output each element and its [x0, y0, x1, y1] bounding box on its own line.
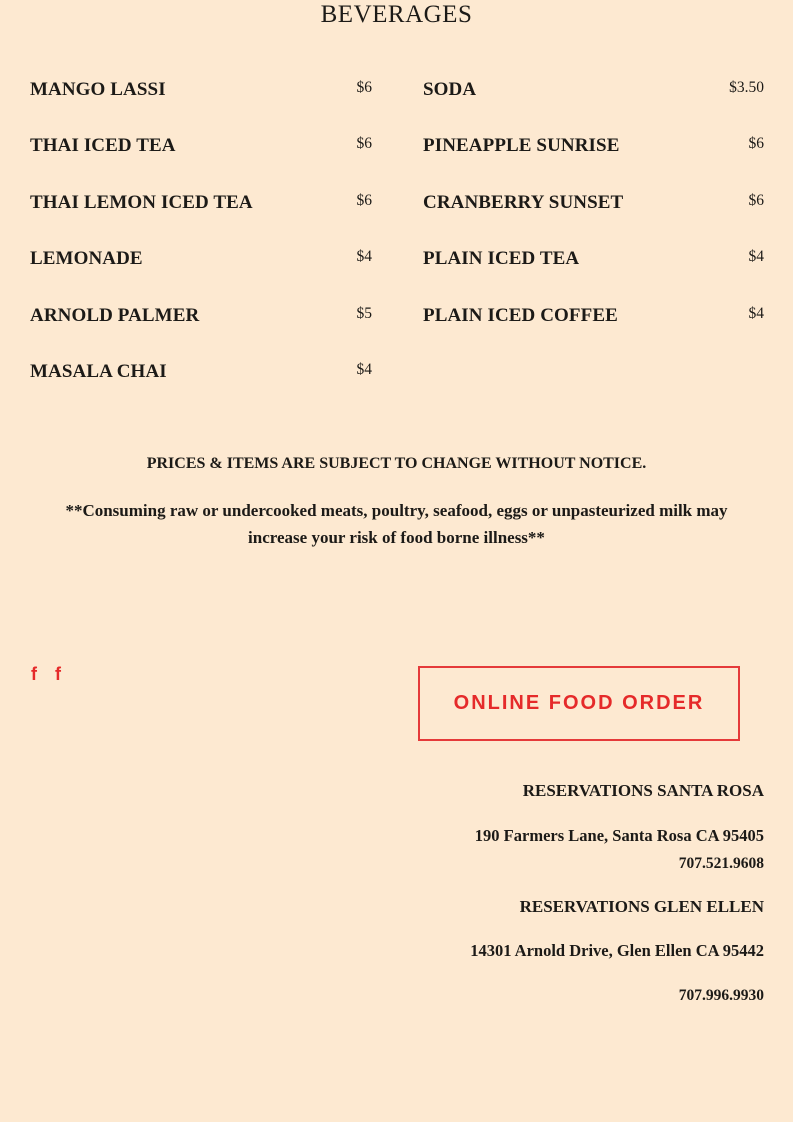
menu-item-price: $6 [748, 191, 764, 209]
menu-item-name: PLAIN ICED COFFEE [423, 304, 618, 326]
menu-item-price: $6 [748, 135, 764, 153]
menu-item-price: $6 [356, 79, 372, 96]
glen-ellen-address: 14301 Arnold Drive, Glen Ellen CA 95442 [470, 941, 764, 960]
menu-item-price: $6 [356, 191, 372, 209]
menu-item [30, 134, 372, 190]
menu-item [423, 134, 764, 190]
menu-column-left [30, 78, 372, 416]
menu-item-name: SODA [423, 79, 477, 100]
menu-item [423, 304, 764, 360]
menu-item [30, 304, 372, 360]
glen-ellen-reservations-heading: RESERVATIONS GLEN ELLEN [519, 897, 764, 916]
menu-item-price: $4 [356, 360, 372, 378]
santa-rosa-phone[interactable]: 707.521.9608 [678, 855, 764, 872]
menu-item [30, 247, 372, 303]
facebook-icon[interactable]: f [31, 664, 37, 684]
menu-item [30, 78, 372, 134]
online-food-order-button[interactable]: ONLINE FOOD ORDER [418, 666, 740, 741]
santa-rosa-reservations-heading: RESERVATIONS SANTA ROSA [522, 781, 764, 800]
menu-item-name: THAI ICED TEA [30, 135, 176, 157]
menu-item-name: PLAIN ICED TEA [423, 248, 580, 270]
menu-item-price: $6 [356, 135, 372, 153]
menu-item-price: $4 [748, 304, 764, 322]
glen-ellen-phone[interactable]: 707.996.9930 [678, 987, 764, 1004]
menu-item-name: MANGO LASSI [30, 79, 166, 100]
menu-item-name: ARNOLD PALMER [30, 304, 200, 326]
menu-column-right [423, 78, 764, 360]
menu-item-name: CRANBERRY SUNSET [423, 191, 624, 213]
menu-item-name: MASALA CHAI [30, 360, 167, 382]
social-links [31, 664, 65, 684]
facebook-icon[interactable]: f [55, 664, 61, 684]
menu-item-price: $4 [748, 248, 764, 266]
menu-item-price: $4 [356, 248, 372, 266]
menu-item-price: $5 [356, 304, 372, 322]
menu-item [423, 247, 764, 303]
menu-item-name: THAI LEMON ICED TEA [30, 191, 253, 213]
food-safety-warning: **Consuming raw or undercooked meats, poultry, seafood, eggs or unpasteurized milk may increase your risk of food borne illness** [65, 501, 728, 547]
santa-rosa-address: 190 Farmers Lane, Santa Rosa CA 95405 [474, 826, 764, 845]
price-change-notice: PRICES & ITEMS ARE SUBJECT TO CHANGE WITHOUT NOTICE. [146, 455, 647, 472]
menu-item [423, 78, 764, 134]
menu-item-name: LEMONADE [30, 248, 143, 270]
section-title: BEVERAGES [320, 1, 473, 28]
menu-item-name: PINEAPPLE SUNRISE [423, 135, 620, 157]
menu-item [30, 360, 372, 416]
menu-item-price: $3.50 [729, 79, 764, 96]
menu-item [30, 191, 372, 247]
menu-item [423, 191, 764, 247]
